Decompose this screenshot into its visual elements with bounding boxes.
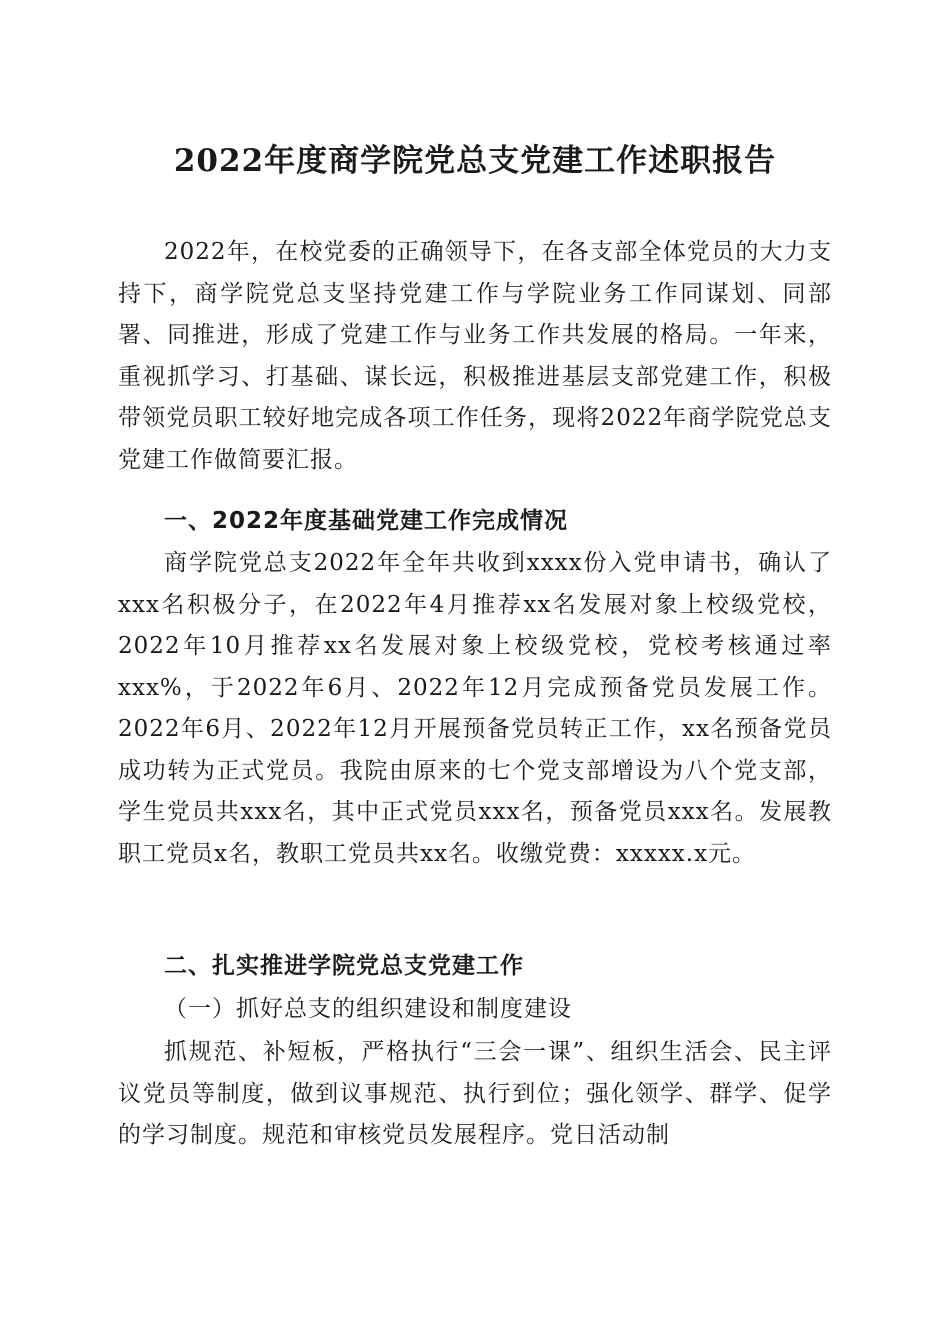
section2-subheading-1: （一）抓好总支的组织建设和制度建设 (164, 996, 572, 1022)
section1-heading: 一、2022年度基础党建工作完成情况 (164, 508, 569, 534)
section2-heading: 二、扎实推进学院党总支党建工作 (164, 953, 524, 979)
document-title: 2022年度商学院党总支党建工作述职报告 (173, 143, 777, 179)
intro-paragraph: 2022年，在校党委的正确领导下，在各支部全体党员的大力支持下，商学院党总支坚持党建工作与学院业务工作同谋划、同部署、同推进，形成了党建工作与业务工作共发展的格局。一年来，重视抓学习、打基础、谋长远，积极推进基层支部党建工作，积极带领党员职工较好地完成各项工作任务，现将2022年商学院党总支党建工作做简要汇报。 (118, 239, 832, 473)
section2-sub1-paragraph: 抓规范、补短板，严格执行“三会一课”、组织生活会、民主评议党员等制度，做到议事规范、执行到位；强化领学、群学、促学的学习制度。规范和审核党员发展程序。党日活动制 (118, 1039, 832, 1148)
section1-paragraph: 商学院党总支2022年全年共收到xxxx份入党申请书，确认了xxx名积极分子，在2022年4月推荐xx名发展对象上校级党校，2022年10月推荐xx名发展对象上校级党校，党校考核通过率xxx%，于2022年6月、2022年12月完成预备党员发展工作。2022年6月、2022年12月开展预备党员转正工作，xx名预备党员成功转为正式党员。我院由原来的七个党支部增设为八个党支部，学生党员共xxx名，其中正式党员xxx名，预备党员xxx名。发展教职工党员x名，教职工党员共xx名。收缴党费：xxxxx.x元。 (118, 550, 832, 867)
